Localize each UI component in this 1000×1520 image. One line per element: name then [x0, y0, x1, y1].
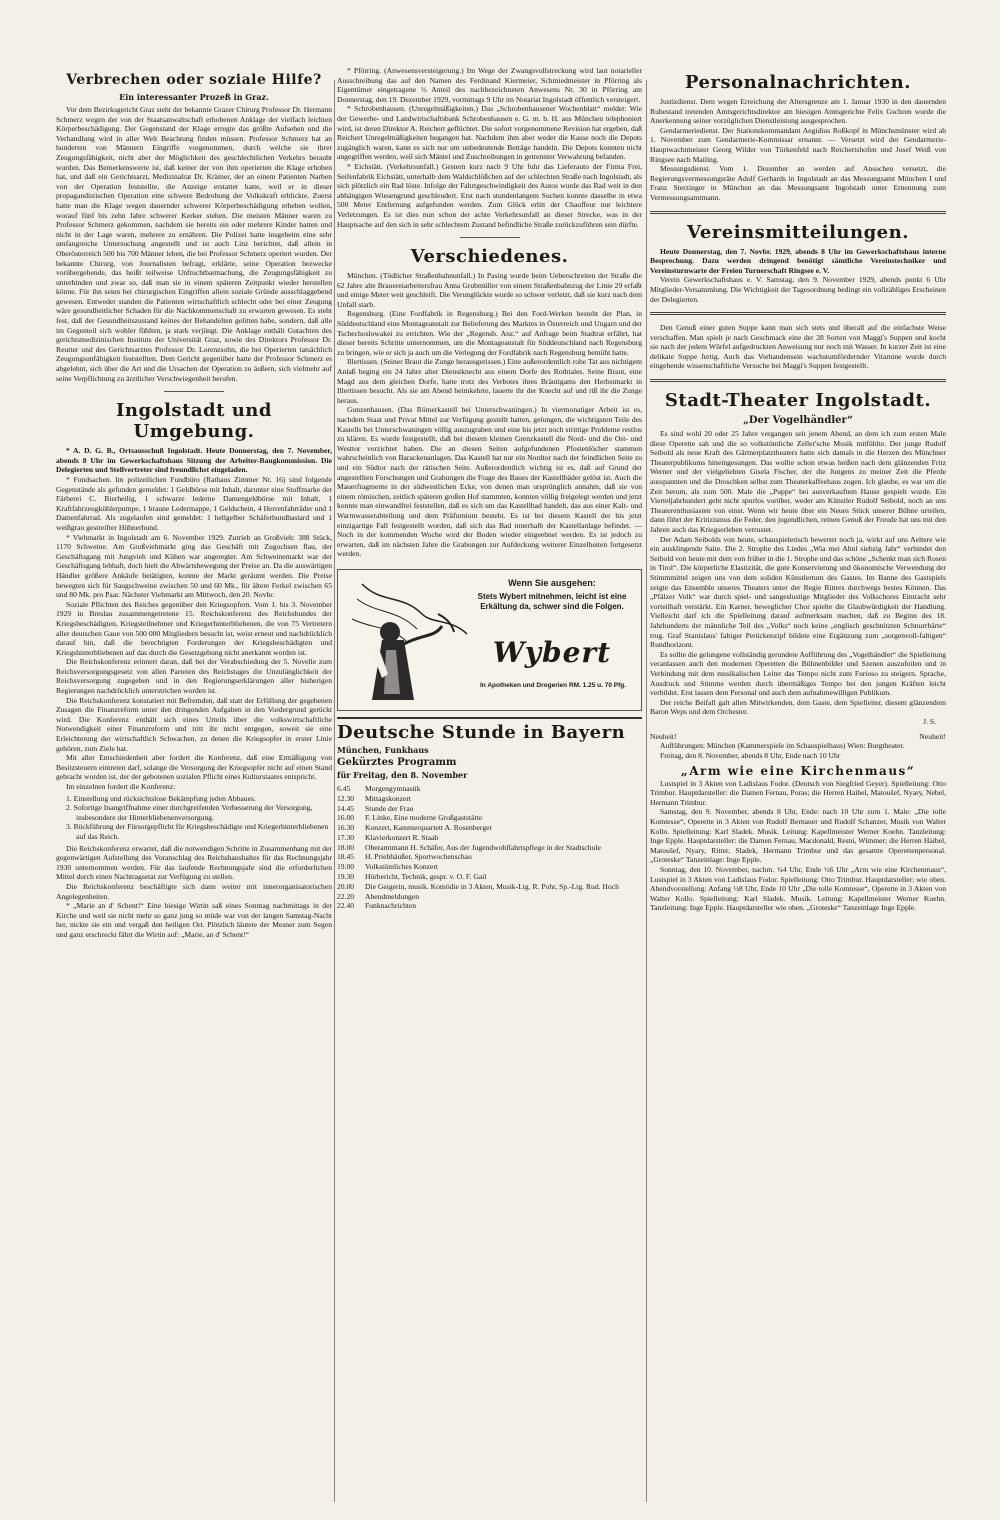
program-time: 18.45	[337, 852, 355, 862]
program-title: F. Linke, Eine moderne Großgaststätte	[365, 813, 483, 823]
performance-paragraph: Sonntag, den 10. November, nachm. ¼4 Uhr, Ende ½6 Uhr „Arm wie eine Kirchenmaus“, Lustspiel in 3 Akten von Ladislaus Fodor. Spielleitung: Otto Trimbur. Hauptdarsteller: wie oben. Abendvorstellung: Anfang ½8 Uhr, Ende 10 Uhr „Die tolle Komtesse“, Operette in 3 Akten von Walter Kollo. Spielleitung: Karl Sladek. Musik. Leitung: Kapellmeister Werner Koehn. Tanzleitung: Inge Epple. Hauptdarsteller wie oben. „Groteske“ Tanzeinlage Inge Epple.	[650, 865, 946, 913]
woman-in-wind-illustration	[342, 574, 472, 706]
column-right	[650, 66, 946, 1506]
program-time: 6.45	[337, 783, 351, 793]
novelty-line	[650, 732, 946, 742]
article-paragraph: München. (Tödlicher Straßenbahnunfall.) In Pasing wurde beim Ueberschreiten der Straße die 62 Jahre alte Brauereiarbeitersfrau Anna Grubmüller von einem Straßenbahnzug der Linie 29 erfaßt und einige Meter weit geschleift. Die Verunglückte wurde so schwer verletzt, daß sie kurz nach dem Unfall starb.	[337, 271, 642, 309]
article-paragraph: * Fundsachen. Im polizeilichen Fundbüro (Rathaus Zimmer Nr. 16) sind folgende Gegenstände als gefunden gemeldet: 1 Geldbörse mit Inhalt, darunter eine Stoffmarke der Färberei C. Bierheilig, 1 schwarze lederne Damengeldbörse mit Inhalt, 1 Kraftfahrzeugkühlerpumpe, 1 braune Ledermappe, 1 Geldschein, 4 Herrenfahrräder und 1 Damenfahrrad. Als zugelaufen sind gemeldet: 1 hellgelber Schäferhundbastard und 1 weißgrau gestreifter Hühnerhund.	[56, 475, 332, 532]
radio-program-list	[337, 784, 642, 911]
program-row	[337, 852, 642, 862]
divider	[460, 237, 520, 238]
article-paragraph: Soziale Pflichten des Reiches gegenüber den Kriegsopfern. Vom 1. bis 3. November 1929 in Breslau zusammengetretene 15. Reichskonferenz des Reichsbundes der Kriegsbeschädigten, Kriegsteilnehmer und Kriegerhinterbliebenen, die von 75 Vertretern aller deutschen Gaue von 500 000 Mitgliedern besucht ist, weist erneut und nachdrücklich darauf hin, daß die berechtigten Forderungen der Kriegsbeschädigten und Kriegshinterbliebenen auf das durch die Gesetzgebung nicht anerkannt worden ist.	[56, 599, 332, 657]
program-row	[337, 901, 642, 911]
article-headline: Verbrechen oder soziale Hilfe?	[66, 72, 322, 88]
article-paragraph: Messungsdienst. Vom 1. Dezember an werden auf Ansuchen versetzt, die Regierungsvermessungsräte Adolf Gerhards in Ingolstadt an das Messungsamt München I und Franz Sterzinger in München an das Messungsamt Ingolstadt unter Ernennung zum Vermessungsamtmann.	[650, 164, 946, 202]
program-row	[337, 823, 642, 833]
author-signature: J. S.	[923, 716, 936, 726]
review-subheadline: „Der Vogelhändler“	[743, 415, 853, 427]
article-paragraph: Die Reichskonferenz beschäftigte sich dann weiter mit innerorganisatorischen Angelegenheiten.	[56, 881, 332, 901]
radio-program-title: Deutsche Stunde in Bayern	[337, 721, 626, 743]
article-paragraph: * Schrobenhausen. (Unregelmäßigkeiten.) Das „Schrobenhausener Wochenblatt“ meldet: Wie der Gewerbe- und Landwirtschaftsbank Schrobenhausen e. G. m. b. H. aus München telephoniert wird, ist deren Direktor A. Reichert geflüchtet. Die sofort vorgenommene Revision hat ergeben, daß Reichert Unregelmäßigkeiten begangen hat. Nachdem ihm aber weder die Kasse noch die Depots zugänglich waren, kann es sich nur um unbedeutende Beträge handeln. Die Depots konnten nicht angegriffen werden, weil sich Mäntel und Zuschreibungen in getrennter Verwahrung befanden.	[337, 104, 642, 162]
article-paragraph: Gendarmeriedienst. Der Stationskommandant Aegidius Roßkopf in Münchsmünster wird ab 1. November zum Gendarmerie-Kommissar ernannt. — Versetzt wird der Gendarmerie-Hauptwachtmeister Georg Wilder von Türkenfeld nach Reichertshofen und Josef Weiß von Ringsee nach Mailing.	[650, 125, 946, 164]
article-paragraph: Die Reichskonferenz erinnert daran, daß bei der Verabschiedung der 5. Novelle zum Reichsversorgungsgesetz von allen Parteien des Reichstages die Unzulänglichkeit der Reichsversorgung zugegeben und in den Regierungserklärungen aller bisherigen Regierungen nachdrücklich unterstrichen worden ist.	[56, 657, 332, 696]
article-paragraph: Illertissen. (Seiner Braut die Zunge herausgerissen.) Eine außerordentlich rohe Tat aus nichtigem Anlaß beging ein 24 Jahre alter Dienstknecht aus einem Dorfe des Rothtales. Seine Braut, eine Magd aus dem gleichen Dorfe, hatte trotz des Verbotes ihres Bräutigams den Herbstmarkt in Illertissen besucht. Als sie am Abend heimkehrte, lauerte ihr der Knecht auf und riß ihr die Zunge heraus.	[337, 357, 642, 405]
article-paragraph: * Pförring. (Anwesensversteigerung.) Im Wege der Zwangsvollstreckung wird laut notarieller Ausschreibung das auf den Namen des Ferdinand Kiermeier, Schmiedmeister in Pförring als Eigentümer eingetragene ½ Anteil des nachbezeichneten Anwesens Nr. 30 in Pförring am Donnerstag, den 19. Dezember 1929, vormittags 9 Uhr im Notariat Ingolstadt öffentlich versteigert.	[337, 66, 642, 104]
novelty-left: Neuheit!	[650, 731, 677, 741]
section-headline: Vereinsmitteilungen.	[687, 221, 909, 243]
program-row	[337, 862, 642, 872]
program-time: 22.40	[337, 901, 355, 911]
program-row	[337, 833, 642, 843]
divider	[337, 717, 642, 719]
program-title: Hörbericht, Technik, gespr. v. O. F. Gail	[365, 872, 487, 882]
program-title: Funknachrichten	[365, 901, 417, 911]
program-title: Konzert, Kammerquartett A. Rosenberger	[365, 823, 493, 833]
article-paragraph: Gunzenhausen. (Das Römerkastell bei Unterschwaningen.) In viermonatiger Arbeit ist es, nachdem Staat und Privat Mittel zur Verfügung gestellt hatten, gelungen, die wichtigsten Teile des Kastells bei Unterschwaningen völlig auszugraben und eine bis jetzt noch strittige Probleme restlos zu klären. Es wurde festgestellt, daß bei diesem kleinen Grenzkastell die Nord- und die Ost- und Westtor verzichtet haben. Die an diesen Seiten aufgefundenen Pfostenlöcher stammen wahrscheinlich von Barackenanlagen. Das Kastell hat nur ein Nordtor nach der feindlichen Seite zu und ein Südtor nach der rätischen Seite. Außerordentlich wichtig ist es, daß auf Grund der angestellten Forschungen und Grabungen die Frage des Baues der Kastellbäder gelöst ist. Auch die Mauerfragmente in der südwestlichen Ecke, von denen man ursprünglich annahm, daß sie von einem römischen, zeitlich späteren großen Hof stammten, konnten völlig freigelegt werden und jetzt konnte man einwandfrei feststellen, daß es sich um das Kastellbad handelt, das aus einer Kalt- und Warmwasserabteilung und dem Präfurnium besteht. Es ist bei diesem Kastell der bis jetzt einzigartige Fall festgestellt worden, daß sich das Bad innerhalb der Kastellanlage befindet. — Noch in der kommenden Woche wird der Boden wieder eingeebnet werden. Es ist jedoch zu erwarten, daß im nächsten Jahre die Grabungen zur Aufdeckung weiterer Einzelheiten fortgesetzt werden.	[337, 405, 642, 559]
program-row	[337, 892, 642, 902]
divider	[164, 391, 224, 392]
program-title: Abendmeldungen	[365, 891, 419, 901]
program-time: 12.30	[337, 793, 355, 803]
program-title: Morgengymnastik	[365, 783, 421, 793]
program-row	[337, 882, 642, 892]
article-paragraph: Den Genuß einer guten Suppe kann man sich stets und überall auf die einfachste Weise verschaffen. Man spielt je nach Geschmack eine der 28 Sorten von Maggi's Suppen und kocht sie nach der jedem Würfel aufgedruckten Anweisung nur noch mit Wasser. In kurzer Zeit ist eine delikate Suppe fertig. Auch das Vorhandensein wachstumfördernder Vitamine wurde durch eingehende wissenschaftliche Versuche bei Maggi's Suppen festgestellt.	[650, 323, 946, 371]
performances-line: Aufführungen: München (Kammerspiele im Schauspielhaus) Wien: Burgtheater.	[660, 741, 905, 751]
column-rule	[334, 80, 335, 1502]
program-title: H. Priebhäußer, Sportwochenschau	[365, 852, 472, 862]
novelty-right: Neuheit!	[919, 731, 946, 741]
section-headline: Ingolstadt und Umgebung.	[116, 400, 272, 443]
radio-program-subtitle: Gekürztes Programm	[337, 756, 457, 768]
ad-brand-logo: Wybert	[492, 635, 612, 669]
program-title: Die Geigerin, musik. Komödie in 3 Akten, Musik-Ltg. R. Pohr, Sp.-Ltg. Rud. Hoch	[365, 881, 619, 891]
column-rule	[646, 80, 647, 1502]
article-subheadline: Ein interessanter Prozeß in Graz.	[119, 92, 269, 102]
section-headline: Stadt-Theater Ingolstadt.	[664, 390, 932, 412]
divider	[650, 211, 946, 214]
divider	[650, 312, 946, 315]
program-title: Oberamtmann H. Schäfer, Aus der Jugendwohlfahrtspflege in der Stadtschule	[365, 842, 601, 852]
program-row	[337, 784, 642, 794]
list-item: 1. Einstellung und rücksichtslose Bekämpfung jeden Abbaues.	[66, 793, 256, 803]
radio-program-date: für Freitag, den 8. November	[337, 769, 468, 780]
radio-station: München, Funkhaus	[337, 744, 429, 755]
program-title: Mittagskonzert	[365, 793, 411, 803]
program-time: 16.00	[337, 813, 355, 823]
section-headline: Verschiedenes.	[410, 246, 569, 268]
program-time: 20.00	[337, 881, 355, 891]
program-time: 16.30	[337, 823, 355, 833]
article-paragraph: Mit aller Entschiedenheit aber fordert die Konferenz, daß eine Ermäßigung von Besitzsteuern eintreten darf, solange die Versorgung der Kriegsopfer nicht auf einen Stand gebracht worden ist, der der gebotenen sozialen Pflicht eines Kulturstaates entspricht.	[56, 753, 332, 782]
program-time: 19.00	[337, 862, 355, 872]
article-paragraph: Es sollte die gelungene vollständig gerundete Aufführung des „Vogelhändler“ die Spielleitung veranlassen auch den modernen Operetten die Bühnenbilder und Szenen auszufeilen und in Verbindung mit dem musikalischen Leiter das Tempo nicht zum Furioso zu steigern. Sprache, Ausdruck und Stimme werden durch übermäßiges Tempo bei den jungen Kräften leicht verbildet. Erst lassen dem Personal und auch dem aufnahmewilligen Publikum.	[650, 649, 946, 698]
column-left	[56, 66, 332, 1506]
program-title: Stunde der Frau	[365, 803, 414, 813]
program-time: 18.00	[337, 842, 355, 852]
program-time: 14.45	[337, 803, 355, 813]
list-item: 2. Sofortige Inangriffnahme einer durchgreifenden Verbesserung der Versorgung, insbesondere der Hinterbliebenenversorgung.	[66, 803, 313, 822]
ad-price-line: In Apotheken und Drogerien RM. 1.25 u. 70 Pfg.	[479, 681, 627, 689]
program-title: Klavierkonzert R. Staab	[365, 832, 439, 842]
article-paragraph: * „Marie an d' Schent!“ Eine hiesige Wirtin saß eines Sonntag nachmittags in der Kirche und weil sie nicht mehr so ganz jung so müde war von der langen Samstag-Nacht her, nickte sie ein und vergaß den heiligen Ort. Plötzlich läutete der Mesner zum Segen und ganz erschreckt fährt die Wirtin auf: „Marie, an d' Schent!“	[56, 901, 332, 939]
program-title: Volkstümliches Konzert	[365, 862, 439, 872]
program-time: 19.30	[337, 872, 355, 882]
program-row	[337, 843, 642, 853]
article-paragraph: * Eichstätt. (Verkehrsunfall.) Gestern kurz nach 9 Uhr fuhr das Lieferauto der Firma Frei, Seifenfabrik Eichstätt, unterhalb dem Waldschlößchen auf der schlechten Straße nach Ingolstadt, als sich plötzlich ein Rad löste. Infolge der Fahrtgeschwindigkeit des Autos wurde das Rad weit in den abhängigen Wiesengrund geschleudert. Erst nach stundenlangem Suchen konnte dasselbe in etwa 500 Meter Entfernung aufgefunden werden. Zum Glück erlitt der Chauffeur nur leichtere Verletzungen. Es ist dies nun schon der achte Verkehrsunfall an dieser Strecke, was in der Hauptsache auf den sich in sehr schlechtem Zustand befindliche Straße zurückzuführen sein dürfte.	[337, 161, 642, 229]
ad-body: Stets Wybert mitnehmen, leicht ist eine Erkältung da, schwer sind die Folgen.	[477, 591, 627, 611]
performance-paragraph: Samstag, den 9. November, abends 8 Uhr, Ende: nach 10 Uhr zum 1. Male: „Die tolle Komtesse“, Operette in 3 Akten von Rudolf Bernauer und Rudolf Schanzer, Musik von Walter Kollo. Spielleitung: Karl Sladek. Musik. Leitung: Kapellmeister Werner Koehn. Tanzleitung: Inge Epple. Hauptdarsteller: die Damen Fernau, Macdonald, Resni, Wimmer; die Herren Haibel, Matoušef, Nyary, Ritter, Sladek, Hermann Trimbur und das gesamte Operettenpersonal. „Groteske“ Tanzeinlage: Inge Epple.	[650, 807, 946, 865]
article-paragraph: Der reiche Beifall galt allen Mitwirkenden, dem Gaste, dem Spielleiter, diesem glänzendem Baron Weps und dem Orchester.	[650, 697, 946, 717]
column-middle	[337, 66, 642, 1506]
notice-paragraph: Heute Donnerstag, den 7. Novbr. 1929, abends 8 Uhr im Gewerkschaftshaus interne Besprechung. Dazu werden dringend benötigt sämtliche Vereinstechniker und Vereinsturnwarte der Freien Turnerschaft Ringsee e. V.	[650, 246, 946, 275]
performance-date: Freitag, den 8. November, abends 8 Uhr, Ende nach 10 Uhr	[660, 751, 841, 761]
program-time: 22.20	[337, 891, 355, 901]
article-paragraph: Der Adam Seibolds von heute, schauspielerisch bewertet noch ja, wirkt auf uns Aeltere wie ein ausklingende Saite. Die 2. Strophe des Liedes „Wia mei Ahnl siebzig Jahr“ verbindet den Seibold von heute mit dem von früher in die 1. Strophe und das schöne „Schenkt man sich Rosen in Tirol“. Die körperliche Elastizität, die gute Konservierung und ökonomische Verwendung der Stimmmittel zeigen uns von dem soliden Künstlertum des Gastes. Im Banne des Gastspiels zeigte das Ensemble unseres Theaters unter der Regie Ritters durchwegs bestes Können. Das „Pfälzer Volk“ war durch spiel- und sangeslustige Mitglieder des Volkschores Eintracht sehr vorteilhaft verstärkt. Ein Karner, beweglicher Chor spielte die Glaubwürdigkeit der Handlung. Vielleicht darf ich die Spielleitung darauf aufmerksam machen, daß zu Beginn des 18. Jahrhunderts der männliche Teil des „Volks“ noch keine „englisch geschnitzten Schnurrbärte“ trug. Graf Stanislaus' faltiger Perückenzipf bildete eine Ergänzung zum „sorgenvoll-faltigen“ Rundhorizont.	[650, 534, 946, 650]
article-paragraph: Justizdienst. Dem wegen Erreichung der Altersgrenze am 1. Januar 1930 in den dauernden Ruhestand tretenden Amtsgerichtsdirektor am hiesigen Amtsgerichte Felix Gschren wurde die Anerkennung seiner vorzüglichen Dienstleistung ausgesprochen.	[650, 97, 946, 126]
article-paragraph: Verein Gewerkschaftshaus e. V. Samstag, den 9. November 1929, abends punkt 6 Uhr Mitglieder-Versammlung. Die Wichtigkeit der Tagesordnung bedingt ein vollzähliges Erscheinen der Delegierten.	[650, 275, 946, 304]
section-headline: Personalnachrichten.	[685, 72, 911, 93]
play-description: Lustspiel in 3 Akten von Ladislaus Fodor. (Deutsch von Siegfried Geyer). Spielleitung: Otto Trimbur. Hauptdarsteller: die Damen Fernau, Poras; die Herren Haibel, Matoušef, Nyary, Nebel, Hermann Trimbur.	[650, 778, 946, 807]
notice-paragraph: * A. D. G. B., Ortsausschuß Ingolstadt. Heute Donnerstag, den 7. November, abends 8 Uhr im Gewerkschaftshaus Sitzung der Arbeiter-Baugkommission. Die Delegierten und Stellvertreter sind freundlichst eingeladen.	[56, 446, 332, 475]
article-paragraph: Die Reichskonferenz konstatiert mit Befremden, daß statt der Erfüllung der gegebenen Zusagen die Finanzreform unter den dringenden Aufgaben in den Vordergrund gerückt wird. Die Konferenz enthält sich eines Urteils über die volkswirtschaftliche Notwendigkeit einer Finanzreform und tritt ihr nicht entgegen, soweit sie eine Erleichterung der wirtschaftlich Schwachen, zu denen die Kriegsopfer in erster Linie gehören, zum Ziele hat.	[56, 695, 332, 753]
program-row	[337, 813, 642, 823]
article-paragraph: Vor dem Bezirksgericht Graz steht der bekannte Grazer Chirurg Professor Dr. Hermann Schmerz wegen der von der Staatsanwaltschaft erhobenen Anklage der vielfach leichten Körperbeschädigung. Der Gegenstand der Klage erregte das größte Aufsehen und die Verhandlung wird in aller Welt Beachtung finden müssen. Professor Schmerz hat an hunderten von Männern Eingriffe vorgenommen, durch welche sie ihrer Zeugungsfähigkeit, nicht aber der Möglichkeit des geschlechtlichen Verkehrs beraubt wurden. Das Bemerkenswerte ist, daß keiner der von ihm operierten die Klage erhoben hat, und daß ein Gerichtsarzt, Medizinalrat Dr. Krämer, der an einem Patienten Narben von der Operation feststellte, die Anzeige erstattet hatte, weil er in dieser propagandistischen Operation eine schwere Bedrohung der Volkskraft erblickte. Zuerst hatte man die Klage wegen dauernder schwerer Körperbeschädigung erheben wollen, worauf fünf bis zehn Jahre schwerer Kerker stehen. Die meisten Männer waren zu Professor Schmerz gekommen, nachdem sie bereits ein oder mehrere Kinder hatten und nicht in der Lage waren, mehrere zu ernähren. Die Polizei hatte insgeheim eine sehr umfangreiche Untersuchung angestellt und ist auch Linz berichtet, daß allein in Oberösterreich 500 bis 700 Männer leben, die bei Professor Schmerz operiert wurden. Der bekannte Chirurg, von Journalisten befragt, erklärte, seine Operation bezwecke vorübergehende, das heißt teilweise Unfruchtbarmachung, die Zeugungsfähigkeit zu unterbinden und zwar so, daß man sie in einem späteren Zeitpunkt wieder herstellen könne. Für ihn seien bei chirurgischen Eingriffen allein soziale Gründe ausschlaggebend gewesen. Entweder standen die Patienten wirtschaftlich schlecht oder bei einer Zeugung wäre gesundheitlicher Schaden für die Nachkommenschaft zu erwarten gewesen. Es steht fest, daß der Gesundheitszustand keines der Behandelten gelitten habe, sondern, daß alle im Gegenteil sich wohler fühlten, ja stark verjüngt. Die Anklage enthält Gutachten des gerichtsmedizinischen Instituts der Universität Graz, sowie des Direktors Professor Dr. Reutter und des Gerichtsarztes Professor Dr. Lorenzsohn, die bei Operierten tatsächlich Zeugungsunfähigkeit feststellten. Dem Gericht gegenüber hatte der Professor Schmerz es abgelehnt, sich über die Art und die Ursachen der Operation zu äußern, sich vielmehr auf seine Verpflichtung zu ärztlicher Verschwiegenheit berufen.	[56, 105, 332, 383]
program-time: 17.30	[337, 832, 355, 842]
wybert-advertisement	[337, 569, 642, 711]
play-title: „Arm wie eine Kirchenmaus“	[680, 763, 916, 778]
article-paragraph: * Viehmarkt in Ingolstadt am 6. November 1929. Zutrieb an Großvieh: 388 Stück, 1170 Schweine. Am Großviehmarkt ging das Geschäft mit Zugochsen flau, der Geschäftsgang mit Jungvieh und Kühen war angeregter. Am Schweinemarkt war der Geschäftsgang lebhaft, doch hielt die Abwärtsbewegung der Preise an. Da die auswärtigen Händler größere Ankäufe betätigten, konnte der Markt geräumt werden. Die Preise bewegten sich für Saugschweine zwischen 50 und 60 Mk., für ältere Ferkel zwischen 65 und 80 Mk. pro Paar. Nächster Viehmarkt am Mittwoch, den 20. Novbr.	[56, 532, 332, 600]
list-item: 3. Rückführung der Fürsorgepflicht für Kriegsbeschädigte und Kriegerhinterbliebenen auf das Reich.	[66, 822, 329, 841]
program-row	[337, 872, 642, 882]
ad-headline: Wenn Sie ausgehen:	[508, 577, 596, 588]
article-paragraph: Die Reichskonferenz erwartet, daß die notwendigen Schritte in Zusammenhang mit der gegenwärtigen Aufstellung des Voranschlag des Reichshaushaltes für das Rechnungsjahr 1930 unternommen werden. Für das laufende Rechnungsjahr sind die erforderlichen Mittel durch einen Nachtragsetat zur Verfügung zu stellen.	[56, 843, 332, 882]
demand-list	[66, 794, 332, 842]
article-paragraph: Es sind wohl 20 oder 25 Jahre vergangen seit jenem Abend, an dem ich zum ersten Male diese Operette sah und die so volkstümliche Zeller'sche Musik mitfühlte. Der junge Rudolf Seibold als neue Kraft des Gärtnerplatztheaters hatte sich damals in die Herzen des Münchner Theaterpublikums hineingesungen. Das wollte schon etwas heißen nach dem glänzenden Fritz Werner und der vielgeliebten Gisela Fischer, der die Jungens zu meiner Zeit die Pferde ausspannten und die Droschken selbst zum Theaterkaffeehaus zogen. Ich glaube, es war um die Zeit herum, als zum 500. Male die „Puppe“ bei ausverkauftem Hause gespielt wurde. Ein Vierteljahrhundert geht nicht spurlos vorüber, weder am Künstler Rudolf Seibold, noch an uns Theaterenthusiasten von einst. Wenn wir heute über ein Neues Stück unserer Bühne urteilen, dann führt der Kritizismus die Feder, den jugendlichen, reinen Genuß der Freude hat uns mit den Jahren auch das Kriegserleben verrustet.	[650, 429, 946, 534]
article-paragraph: Regensburg. (Eine Fordfabrik in Regensburg.) Bei den Ford-Werken besteht der Plan, in Süddeutschland eine Montageanstalt zur Belieferung des Marktes in Österreich und Ungarn und der Tschechoslowakei zu errichten. Wie der „Regensb. Anz.“ auf Anfrage beim Stadtrat erfährt, hat dieser bereits Schritte unternommen, um die Montageanstalt für Süddeutschland nach Regensburg zu bringen, wie er sich ja auch um die Verlegung der Fordfabrik nach Regensburg bemüht hatte.	[337, 309, 642, 357]
divider	[650, 379, 946, 382]
article-paragraph: Im einzelnen fordert die Konferenz:	[66, 782, 176, 791]
program-row	[337, 794, 642, 804]
program-row	[337, 804, 642, 814]
